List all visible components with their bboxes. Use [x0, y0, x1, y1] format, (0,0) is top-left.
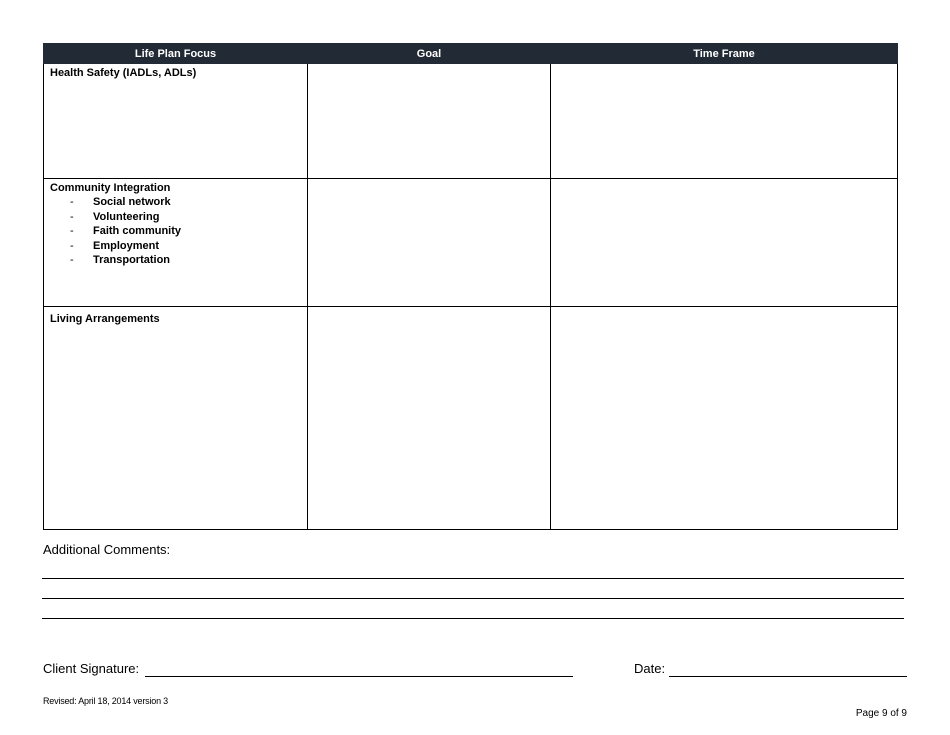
goal-cell[interactable] — [308, 179, 551, 307]
revision-note: Revised: April 18, 2014 version 3 — [43, 696, 168, 706]
time-frame-cell[interactable] — [551, 64, 898, 179]
header-time-frame: Time Frame — [551, 44, 898, 64]
dash-bullet: - — [70, 239, 74, 252]
goal-cell[interactable] — [308, 64, 551, 179]
focus-item-list — [50, 195, 301, 268]
time-frame-cell[interactable] — [551, 179, 898, 307]
comment-line[interactable] — [42, 598, 904, 599]
time-frame-cell[interactable] — [551, 307, 898, 530]
list-item: - Volunteering — [70, 210, 160, 223]
header-life-plan-focus: Life Plan Focus — [44, 44, 308, 64]
date-line[interactable] — [669, 676, 907, 677]
list-item: - Transportation — [70, 254, 171, 266]
table-row — [44, 307, 898, 530]
dash-bullet: - — [70, 225, 74, 237]
date-label: Date: — [634, 661, 666, 676]
list-item: - Faith community — [70, 225, 182, 237]
page-number: Page 9 of 9 — [855, 708, 907, 719]
focus-title: Living Arrangements — [50, 313, 160, 325]
goal-cell[interactable] — [308, 307, 551, 530]
table-row — [44, 64, 898, 179]
list-item: - Social network — [70, 196, 171, 208]
comment-line[interactable] — [42, 578, 904, 579]
focus-cell — [44, 179, 308, 307]
table-row — [44, 179, 898, 307]
additional-comments-label: Additional Comments: — [43, 542, 171, 557]
client-signature-line[interactable] — [145, 676, 573, 677]
focus-cell — [44, 307, 308, 530]
client-signature-label: Client Signature: — [43, 661, 140, 676]
focus-cell — [44, 64, 308, 179]
table-header-row — [44, 44, 898, 64]
focus-title: Health Safety (IADLs, ADLs) — [50, 67, 197, 79]
dash-bullet: - — [70, 254, 74, 266]
header-goal: Goal — [308, 44, 551, 64]
focus-title: Community Integration — [50, 182, 171, 194]
list-item: - Employment — [70, 239, 160, 252]
dash-bullet: - — [70, 196, 74, 208]
comment-line[interactable] — [42, 618, 904, 619]
dash-bullet: - — [70, 210, 74, 223]
life-plan-table — [43, 43, 898, 530]
